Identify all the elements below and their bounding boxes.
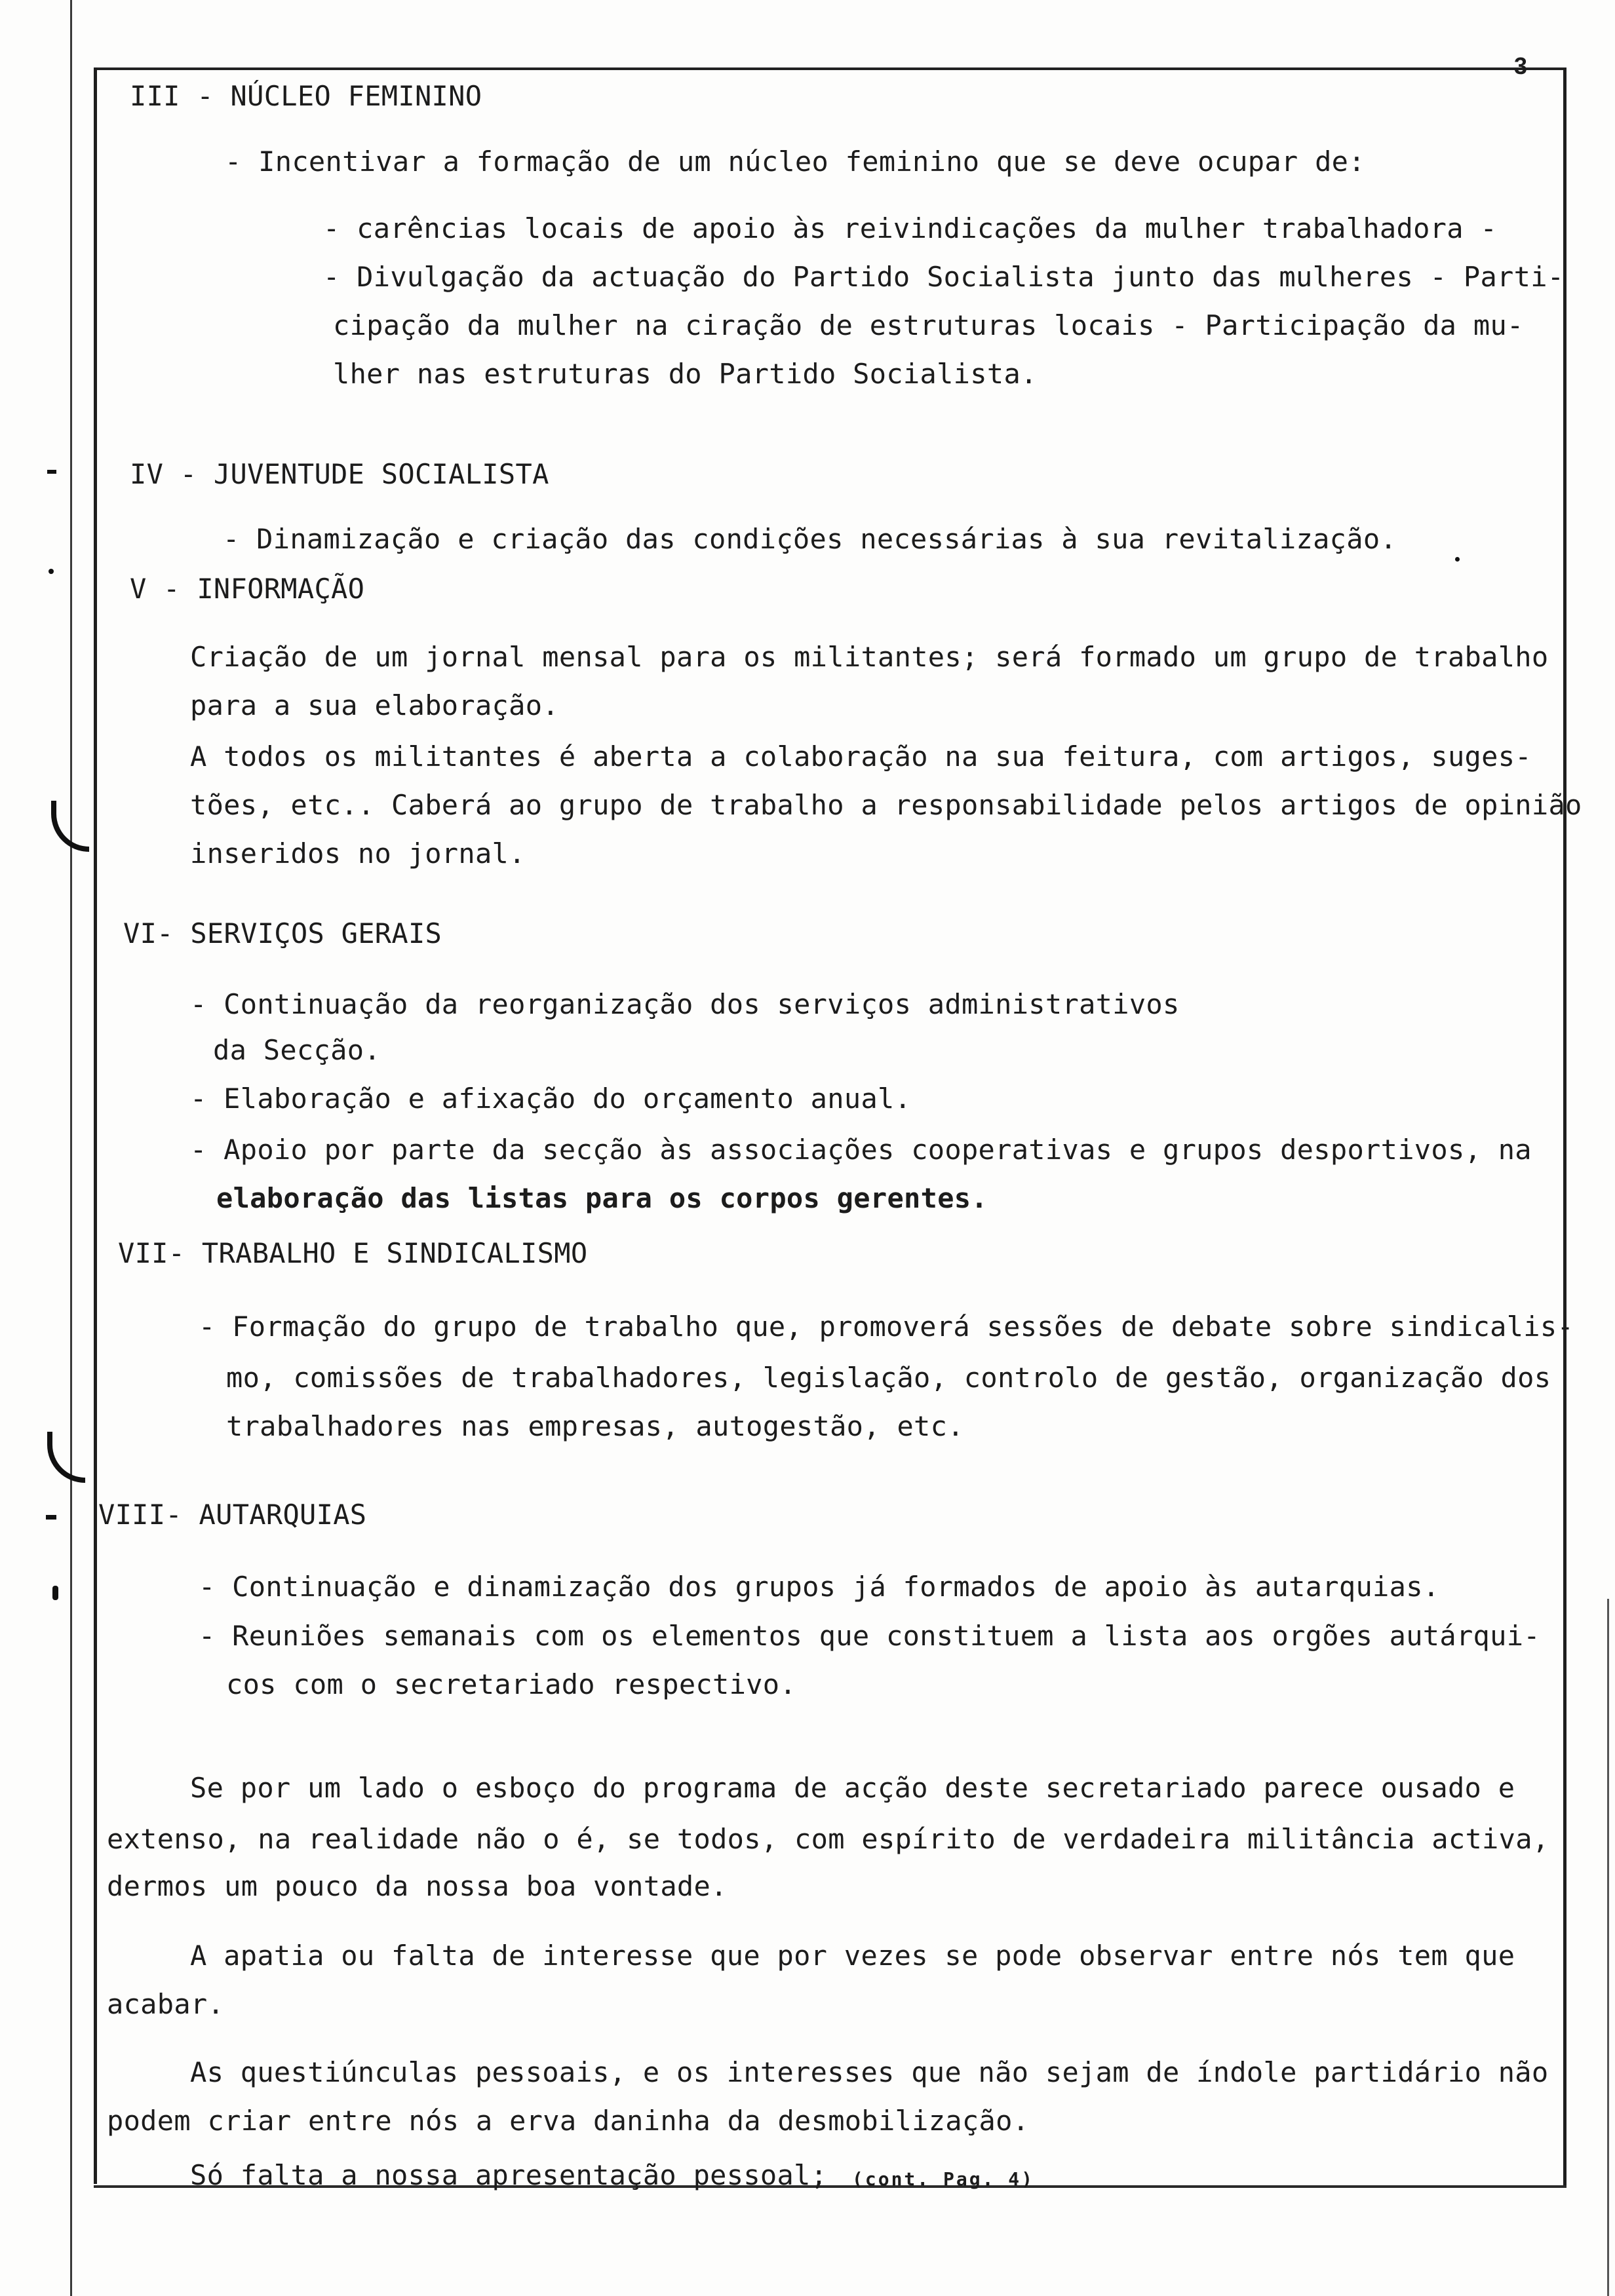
page-number: 3 [1514, 52, 1528, 79]
section-iii-heading: III - NÚCLEO FEMININO [130, 80, 482, 112]
section-v-text: tões, etc.. Caberá ao grupo de trabalho a responsabilidade pelos artigos de opinião [190, 789, 1582, 821]
margin-dash-mark [47, 470, 56, 474]
section-viii-item: - Continuação e dinamização dos grupos já formados de apoio às autarquias. [199, 1571, 1440, 1603]
section-viii-item: cos com o secretariado respectivo. [226, 1668, 796, 1700]
section-vi-heading: VI- SERVIÇOS GERAIS [123, 917, 442, 949]
binding-hook-mark [47, 1432, 85, 1483]
closing-paragraph-line: podem criar entre nós a erva daninha da desmobilização. [107, 2105, 1030, 2137]
section-v-text: para a sua elaboração. [190, 689, 559, 721]
section-v-heading: V - INFORMAÇÃO [130, 573, 365, 605]
closing-paragraph-line: As questiúnculas pessoais, e os interesses que não sejam de índole partidário não [190, 2056, 1549, 2088]
binding-hook-mark [51, 801, 89, 852]
binding-margin-line [70, 0, 72, 2296]
section-vi-item: - Apoio por parte da secção às associações cooperativas e grupos desportivos, na [190, 1134, 1532, 1166]
closing-paragraph-line: extenso, na realidade não o é, se todos, com espírito de verdadeira militância activa, [107, 1823, 1549, 1855]
frame-top-border [97, 67, 1565, 70]
section-iv-item: - Dinamização e criação das condições necessárias à sua revitalização. [223, 523, 1397, 555]
margin-dot-mark [52, 1586, 58, 1600]
closing-paragraph-line: acabar. [107, 1988, 225, 2020]
section-viii-heading: VIII- AUTARQUIAS [98, 1499, 367, 1531]
stray-dot-mark [1455, 557, 1460, 562]
section-iii-item: cipação da mulher na ciração de estruturas locais - Participação da mu- [333, 309, 1524, 341]
section-vi-item: da Secção. [213, 1034, 381, 1066]
section-vii-item: trabalhadores nas empresas, autogestão, etc. [226, 1410, 964, 1442]
section-vii-heading: VII- TRABALHO E SINDICALISMO [118, 1237, 588, 1269]
section-v-text: inseridos no jornal. [190, 837, 526, 870]
section-iii-item: - Divulgação da actuação do Partido Socialista junto das mulheres - Parti- [323, 261, 1565, 293]
section-vi-item: - Elaboração e afixação do orçamento anual. [190, 1082, 912, 1115]
margin-dot-mark [49, 569, 54, 574]
section-vii-item: mo, comissões de trabalhadores, legislação, controlo de gestão, organização dos [226, 1362, 1551, 1394]
closing-paragraph-line: Só falta a nossa apresentação pessoal; [190, 2159, 828, 2191]
section-iv-heading: IV - JUVENTUDE SOCIALISTA [130, 458, 549, 490]
section-iii-item: - carências locais de apoio às reivindicações da mulher trabalhadora - [323, 212, 1498, 244]
section-vii-item: - Formação do grupo de trabalho que, promoverá sessões de debate sobre sindicalis- [199, 1311, 1574, 1343]
margin-dash-mark [46, 1515, 56, 1520]
section-v-text: A todos os militantes é aberta a colaboração na sua feitura, com artigos, suges- [190, 740, 1532, 773]
page-edge-line [1607, 1599, 1609, 2296]
frame-left-border [94, 67, 97, 2184]
closing-paragraph-line: A apatia ou falta de interesse que por vezes se pode observar entre nós tem que [190, 1940, 1515, 1972]
section-iii-item: lher nas estruturas do Partido Socialista. [333, 358, 1038, 390]
section-vi-item: - Continuação da reorganização dos serviços administrativos [190, 988, 1180, 1020]
closing-paragraph-line: dermos um pouco da nossa boa vontade. [107, 1870, 728, 1902]
section-iii-intro: - Incentivar a formação de um núcleo feminino que se deve ocupar de: [225, 145, 1365, 178]
frame-right-border [1563, 67, 1566, 2187]
closing-paragraph-line: Se por um lado o esboço do programa de acção deste secretariado parece ousado e [190, 1772, 1515, 1804]
section-viii-item: - Reuniões semanais com os elementos que constituem a lista aos orgões autárqui- [199, 1620, 1540, 1652]
continuation-note: (cont. Pag. 4) [852, 2168, 1035, 2190]
section-vi-item: elaboração das listas para os corpos gerentes. [216, 1182, 988, 1214]
section-v-text: Criação de um jornal mensal para os militantes; será formado um grupo de trabalho [190, 641, 1549, 673]
